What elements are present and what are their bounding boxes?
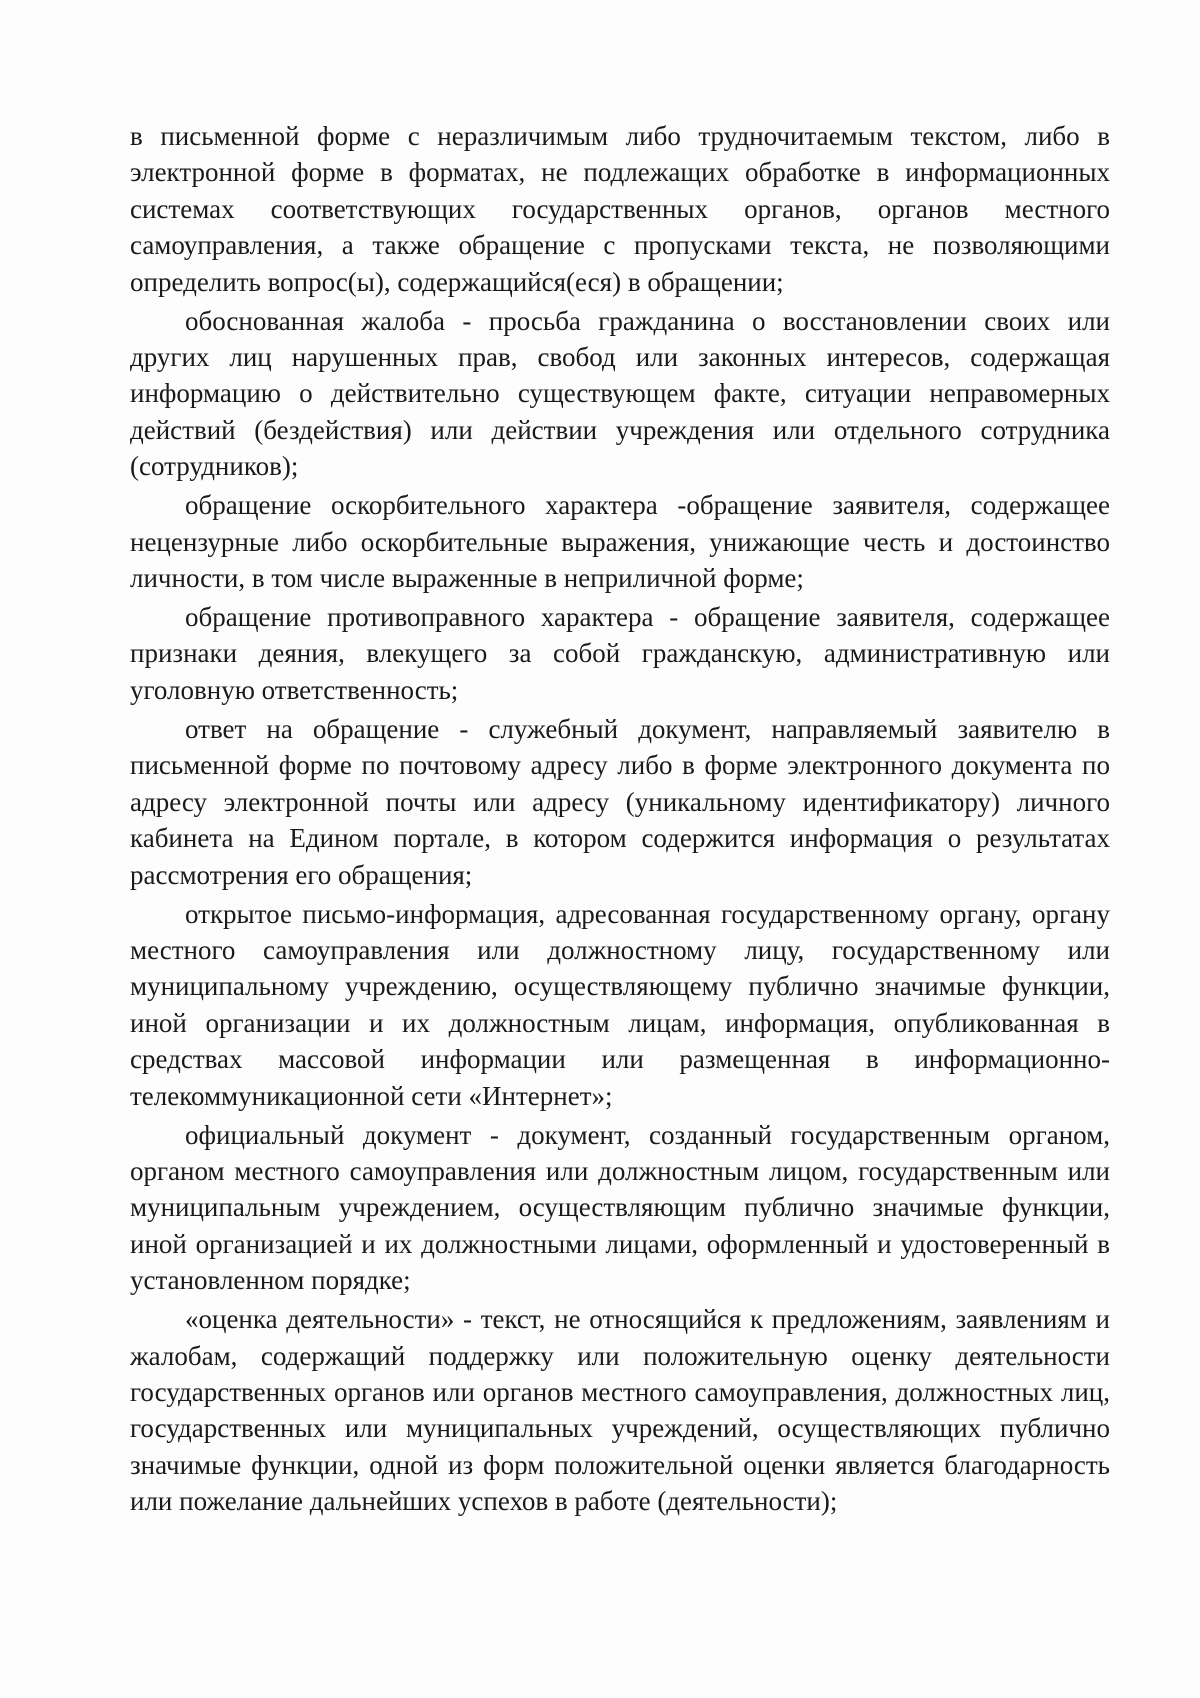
paragraph-offensive-appeal: обращение оскорбительного характера -обращение заявителя, содержащее нецензурные либо оскорбительные выражения, унижающие честь и достоинство личности, в том числе выраженные в неприличной форме; xyxy=(130,490,1110,594)
paragraph-unlawful-appeal: обращение противоправного характера - обращение заявителя, содержащее признаки деяния, влекущего за собой гражданскую, административную или уголовную ответственность; xyxy=(130,602,1110,705)
paragraph-response: ответ на обращение - служебный документ, направляемый заявителю в письменной форме по почтовому адресу либо в форме электронного документа по адресу электронной почты или адресу (уникальному идентификатору) личного кабинета на Едином портале, в котором содержится информация о результатах рассмотрения его обращения; xyxy=(130,713,1110,890)
paragraph-continuation: в письменной форме с неразличимым либо трудночитаемым текстом, либо в электронной форме в форматах, не подлежащих обработке в информационных системах соответствующих государственных органов, органов местного самоуправления, а также обращение с пропусками текста, не позволяющими определить вопрос(ы), содержащийся(еся) в обращении; xyxy=(130,121,1110,297)
paragraph-activity-assessment: «оценка деятельности» - текст, не относящийся к предложениям, заявлениям и жалобам, содержащий поддержку или положительную оценку деятельности государственных органов или органов местного самоуправления, должностных лиц, государственных или муниципальных учреждений, осуществляющих публично значимые функции, одной из форм положительной оценки является благодарность или пожелание дальнейших успехов в работе (деятельности); xyxy=(130,1304,1110,1517)
paragraph-open-letter: открытое письмо-информация, адресованная государственному органу, органу местного самоуправления или должностному лицу, государственному или муниципальному учреждению, осуществляющему публично значимые функции, иной организации и их должностным лицам, информация, опубликованная в средствах массовой информации или размещенная в информационно-телекоммуникационной сети «Интернет»; xyxy=(130,898,1110,1111)
document-body xyxy=(130,118,1110,1522)
paragraph-justified-complaint: обоснованная жалоба - просьба гражданина о восстановлении своих или других лиц нарушенных прав, свобод или законных интересов, содержащая информацию о действительно существующем факте, ситуации неправомерных действий (бездействия) или действии учреждения или отдельного сотрудника (сотрудников); xyxy=(130,305,1110,482)
paragraph-official-document: официальный документ - документ, созданный государственным органом, органом местного самоуправления или должностным лицом, государственным или муниципальным учреждением, осуществляющим публично значимые функции, иной организацией и их должностными лицами, оформленный и удостоверенный в установленном порядке; xyxy=(130,1119,1110,1296)
